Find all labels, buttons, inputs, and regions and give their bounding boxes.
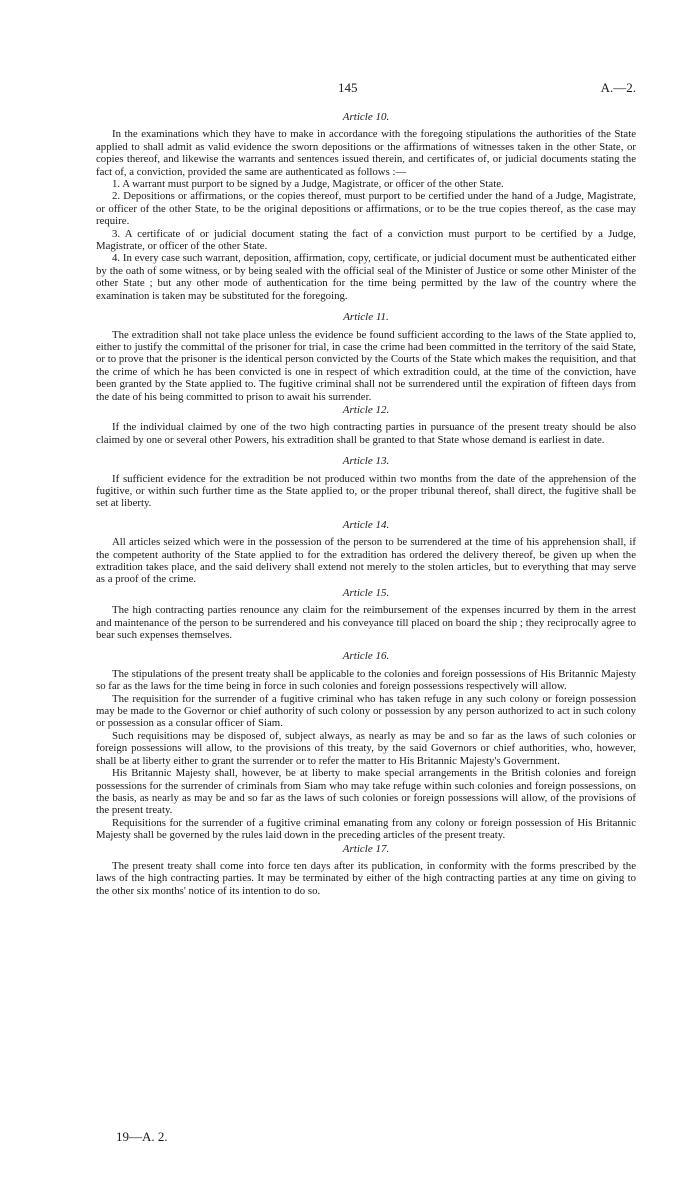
article-paragraph: The present treaty shall come into force ten days after its publication, in conformity with the forms prescribed by the laws of the high contracting parties. It may be terminated by either of the high contracting parties at any time on giving to the other six months' notice of its intention to do so. — [96, 859, 636, 897]
article-paragraph: Such requisitions may be disposed of, subject always, as nearly as may be and so far as the laws of such colonies or foreign possessions will allow, to the provisions of this treaty, by the said Governors or chief authorities, who, however, shall be at liberty either to grant the surrender or to refer the matter to His Britannic Majesty's Government. — [96, 729, 636, 767]
article-heading: Article 12. — [342, 403, 390, 416]
document-body — [96, 111, 636, 897]
article-heading: Article 14. — [342, 518, 390, 531]
article-paragraph: All articles seized which were in the possession of the person to be surrendered at the time of his apprehension shall, if the competent authority of the State applied to for the extradition has ordered the delivery thereof, be given up when the extradition takes place, and the said delivery shall extend not merely to the stolen articles, but to everything that may serve as a proof of the crime. — [96, 536, 636, 586]
article-paragraph: His Britannic Majesty shall, however, be at liberty to make special arrangements in the British colonies and foreign possessions for the surrender of criminals from Siam who may take refuge within such colonies and foreign possessions, on the basis, as nearly as may be and so far as the laws of such colonies or foreign possessions will allow, of the provisions of the present treaty. — [96, 767, 636, 817]
article-14 — [96, 519, 636, 586]
document-reference: A.—2. — [600, 80, 636, 95]
article-paragraph: The extradition shall not take place unless the evidence be found sufficient according to the laws of the State applied to, either to justify the committal of the prisoner for trial, in case the crime had been committed in the territory of the said State, or to prove that the prisoner is the identical person convicted by the Courts of the State which makes the requisition, and that the crime of which he has been convicted is one in respect of which extradition could, at the time of the conviction, have been granted by the State applied to. The fugitive criminal shall not be surrendered until the expiration of fifteen days from the date of his being committed to prison to await his surrender. — [96, 328, 636, 403]
article-paragraph: The high contracting parties renounce any claim for the reimbursement of the expenses incurred by them in the arrest and maintenance of the person to be surrendered and his conveyance till placed on board the ship ; they reciprocally agree to bear such expenses themselves. — [96, 604, 636, 642]
article-paragraph: If sufficient evidence for the extradition be not produced within two months from the date of the apprehension of the fugitive, or within such further time as the State applied to, or the proper tribunal thereof, shall direct, the fugitive shall be set at liberty. — [96, 472, 636, 510]
article-12 — [96, 404, 636, 446]
article-16 — [96, 650, 636, 841]
article-paragraph: In the examinations which they have to make in accordance with the foregoing stipulations the authorities of the State applied to shall admit as valid evidence the sworn depositions or the affirmations of witnesses taken in the other State, or copies thereof, and likewise the warrants and sentences issued therein, and certificates of, or judicial documents stating the fact of, a conviction, provided the same are authenticated as follows :— — [96, 128, 636, 178]
article-paragraph: The stipulations of the present treaty shall be applicable to the colonies and foreign possessions of His Britannic Majesty so far as the laws for the time being in force in such colonies and foreign possessions respectively will allow. — [96, 667, 636, 693]
page-header — [0, 82, 700, 98]
article-heading: Article 11. — [343, 311, 389, 324]
article-heading: Article 16. — [342, 650, 390, 663]
article-11 — [96, 311, 636, 403]
article-paragraph: 2. Depositions or affirmations, or the copies thereof, must purport to be certified under the hand of a Judge, Magistrate, or officer of the other State, to be the original depositions or affirmations, or to be the true copies thereof, as the case may require. — [96, 190, 636, 228]
article-paragraph: Requisitions for the surrender of a fugitive criminal emanating from any colony or foreign possession of His Britannic Majesty shall be governed by the rules laid down in the preceding articles of the present treaty. — [96, 816, 636, 842]
article-paragraph: The requisition for the surrender of a fugitive criminal who has taken refuge in any such colony or foreign possession may be made to the Governor or chief authority of such colony or possession by any person authorized to act in such colony or possession as a consular officer of Siam. — [96, 692, 636, 730]
article-13 — [96, 455, 636, 510]
signature-mark: 19—A. 2. — [116, 1129, 168, 1144]
article-heading: Article 13. — [342, 455, 390, 468]
article-heading: Article 10. — [342, 111, 390, 123]
article-heading: Article 17. — [342, 842, 390, 855]
article-17 — [96, 843, 636, 898]
article-paragraph: If the individual claimed by one of the two high contracting parties in pursuance of the present treaty should be also claimed by one or several other Powers, his extradition shall be granted to that State whose demand is earliest in date. — [96, 421, 636, 446]
article-paragraph: 1. A warrant must purport to be signed by a Judge, Magistrate, or officer of the other State. — [112, 178, 504, 191]
article-paragraph: 3. A certificate of or judicial document stating the fact of a conviction must purport to be certified by a Judge, Magistrate, or officer of the other State. — [96, 227, 636, 253]
article-10 — [96, 111, 636, 302]
article-heading: Article 15. — [342, 586, 390, 599]
page-number: 145 — [338, 80, 358, 95]
article-paragraph: 4. In every case such warrant, deposition, affirmation, copy, certificate, or judicial document must be authenticated either by the oath of some witness, or by being sealed with the official seal of the Minister of Justice or some other Minister of the other State ; but any other mode of authentication for the time being permitted by the law of the country where the examination is taken may be substituted for the foregoing. — [96, 252, 636, 302]
article-15 — [96, 587, 636, 642]
